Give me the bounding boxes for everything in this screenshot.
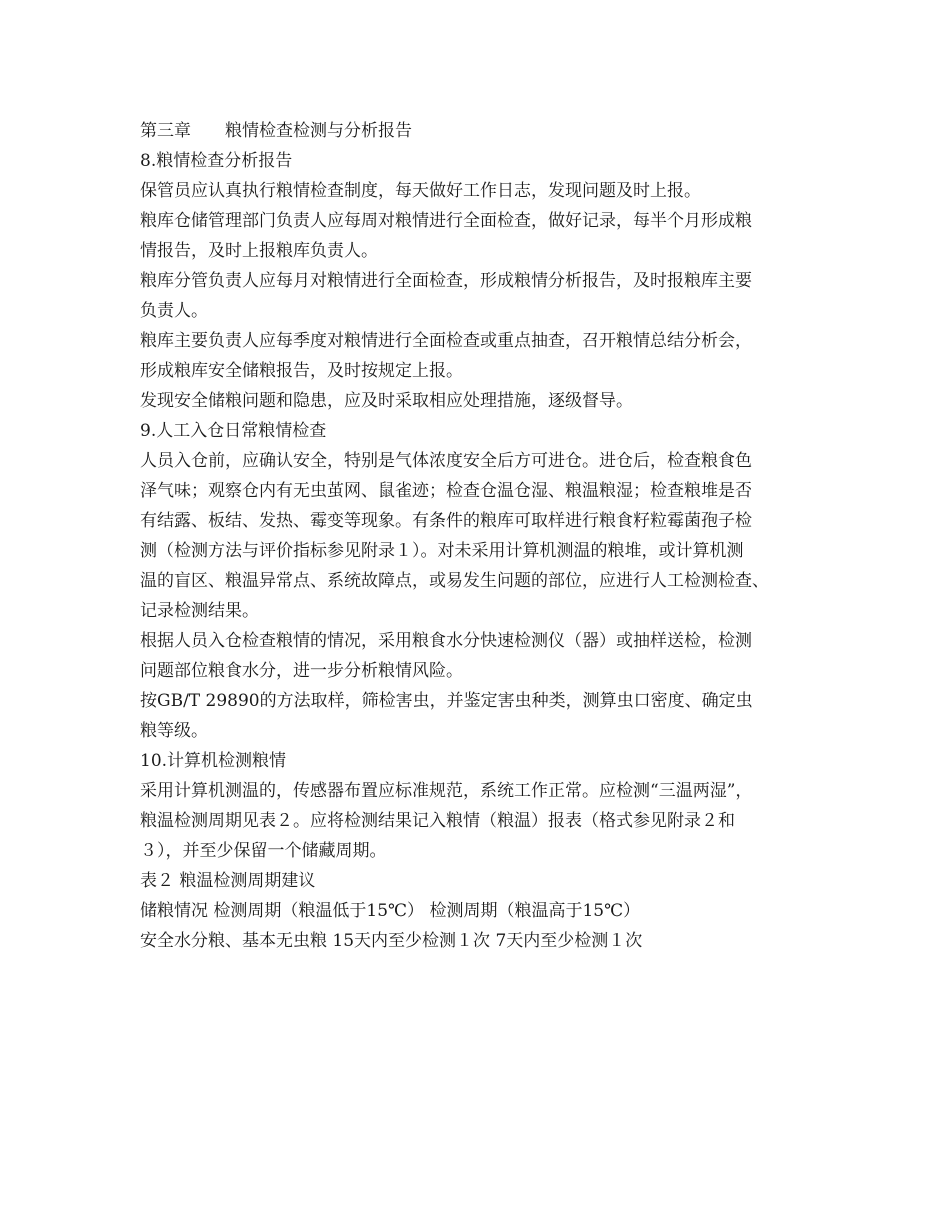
table-header-row: 储粮情况 检测周期（粮温低于15℃） 检测周期（粮温高于15℃） xyxy=(140,901,641,921)
paragraph-line: 按GB/T 29890的方法取样，筛检害虫，并鉴定害虫种类，测算虫口密度、确定虫 xyxy=(140,691,753,711)
paragraph-line: 粮库仓储管理部门负责人应每周对粮情进行全面检查，做好记录，每半个月形成粮 xyxy=(140,211,752,231)
section-heading-8: 8.粮情检查分析报告 xyxy=(140,151,293,171)
paragraph-line: 粮等级。 xyxy=(140,721,208,741)
paragraph-line: 采用计算机测温的，传感器布置应标准规范，系统工作正常。应检测“三温两湿”， xyxy=(140,781,753,801)
paragraph-line: 根据人员入仓检查粮情的情况，采用粮食水分快速检测仪（器）或抽样送检，检测 xyxy=(140,631,752,651)
paragraph-line: 温的盲区、粮温异常点、系统故障点，或易发生问题的部位，应进行人工检测检查、 xyxy=(140,571,769,591)
paragraph-line: 发现安全储粮问题和隐患，应及时采取相应处理措施，逐级督导。 xyxy=(140,391,633,411)
table-caption: 表２ 粮温检测周期建议 xyxy=(140,871,316,891)
paragraph-line: 粮库主要负责人应每季度对粮情进行全面检查或重点抽查，召开粮情总结分析会， xyxy=(140,331,752,351)
section-heading-9: 9.人工入仓日常粮情检查 xyxy=(140,421,327,441)
paragraph-line: ３），并至少保留一个储藏周期。 xyxy=(140,841,387,861)
paragraph-line: 粮库分管负责人应每月对粮情进行全面检查，形成粮情分析报告，及时报粮库主要 xyxy=(140,271,752,291)
paragraph-line: 负责人。 xyxy=(140,301,208,321)
paragraph-line: 泽气味；观察仓内有无虫茧网、鼠雀迹；检查仓温仓湿、粮温粮湿；检查粮堆是否 xyxy=(140,481,752,501)
paragraph-line: 问题部位粮食水分，进一步分析粮情风险。 xyxy=(140,661,463,681)
paragraph-line: 保管员应认真执行粮情检查制度，每天做好工作日志，发现问题及时上报。 xyxy=(140,181,701,201)
paragraph-line: 粮温检测周期见表２。应将检测结果记入粮情（粮温）报表（格式参见附录２和 xyxy=(140,811,735,831)
paragraph-line: 形成粮库安全储粮报告，及时按规定上报。 xyxy=(140,361,463,381)
document-body xyxy=(140,116,820,956)
table-row: 安全水分粮、基本无虫粮 15天内至少检测１次 7天内至少检测１次 xyxy=(140,931,643,951)
chapter-heading: 第三章 粮情检查检测与分析报告 xyxy=(140,121,412,141)
section-heading-10: 10.计算机检测粮情 xyxy=(140,751,287,771)
paragraph-line: 情报告，及时上报粮库负责人。 xyxy=(140,241,378,261)
paragraph-line: 人员入仓前，应确认安全，特别是气体浓度安全后方可进仓。进仓后，检查粮食色 xyxy=(140,451,752,471)
paragraph-line: 有结露、板结、发热、霉变等现象。有条件的粮库可取样进行粮食籽粒霉菌孢子检 xyxy=(140,511,752,531)
paragraph-line: 记录检测结果。 xyxy=(140,601,259,621)
paragraph-line: 测（检测方法与评价指标参见附录１）。对未采用计算机测温的粮堆，或计算机测 xyxy=(140,541,744,561)
